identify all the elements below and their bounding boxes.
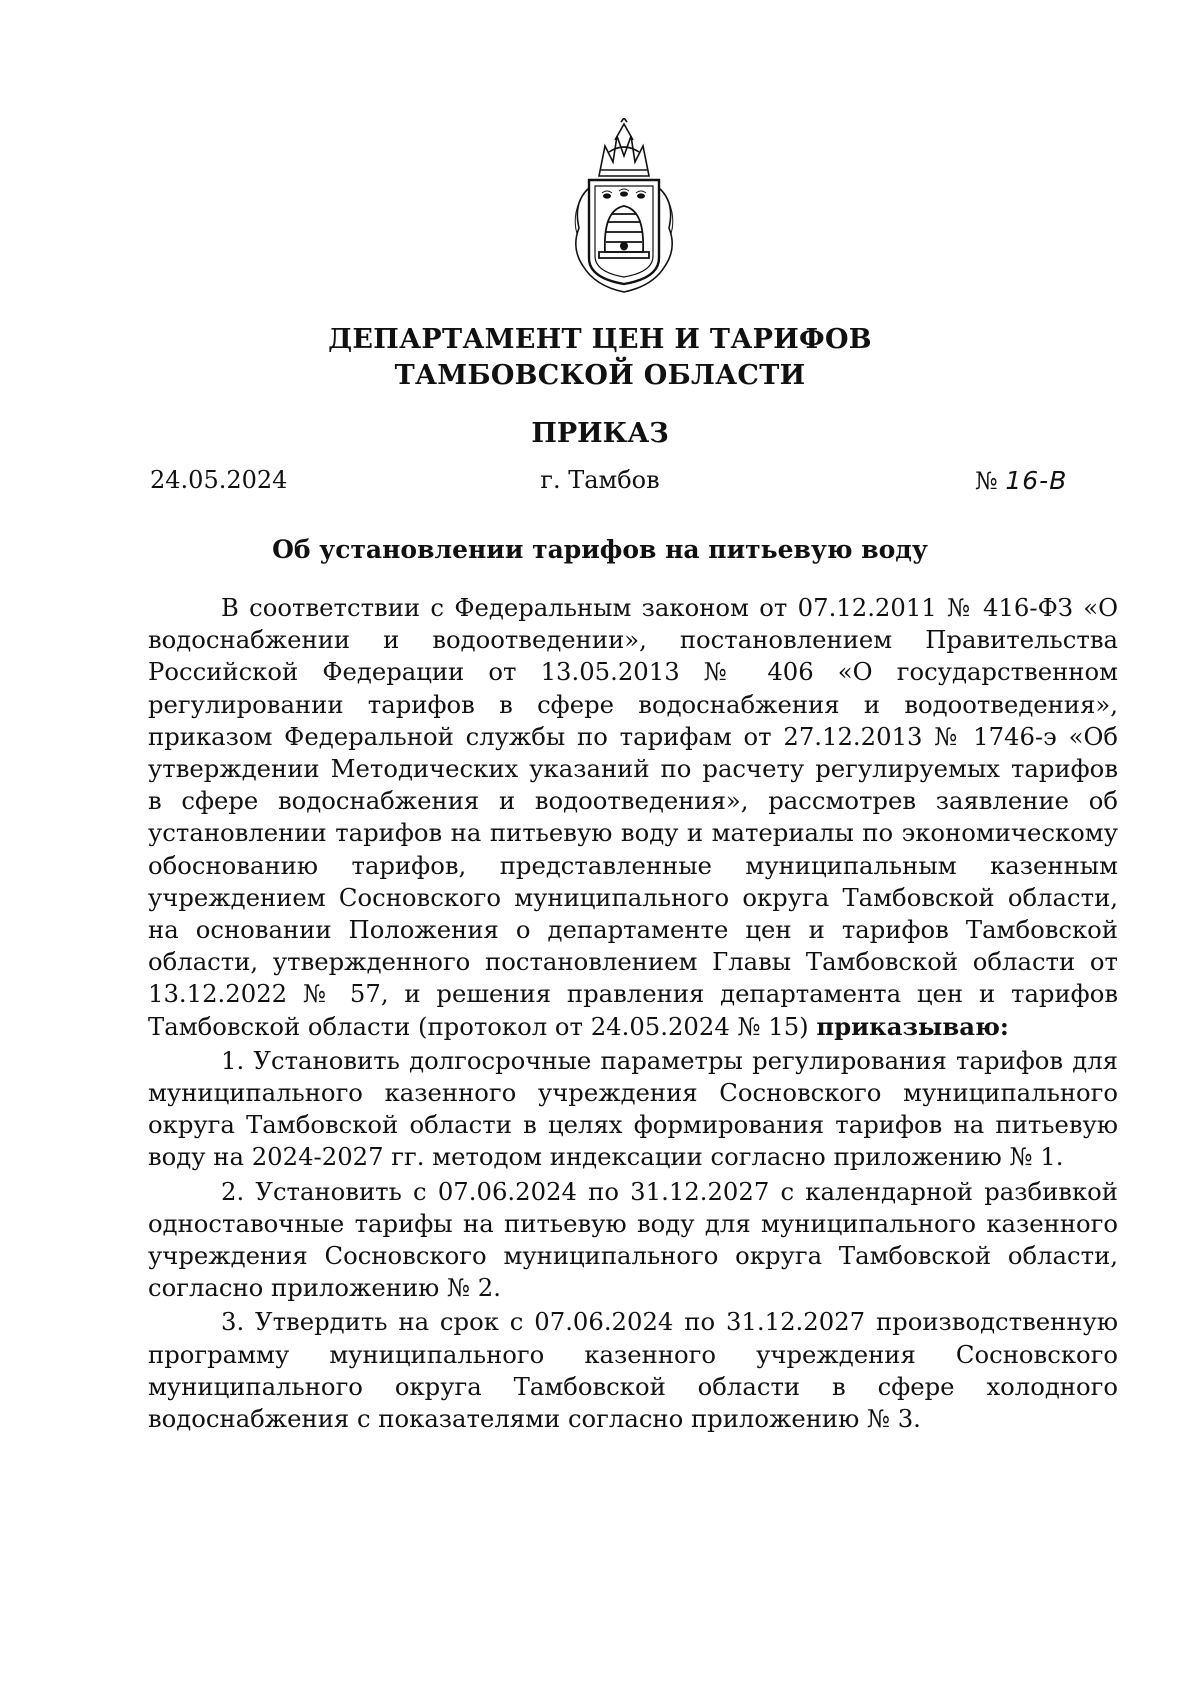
document-body: [148, 592, 1118, 1435]
organization-name: [0, 322, 1200, 394]
organization-name-line2: ТАМБОВСКОЙ ОБЛАСТИ: [394, 360, 806, 391]
number-sign: №: [975, 467, 998, 495]
preamble-paragraph: [148, 592, 1118, 1043]
document-number: [975, 466, 1067, 495]
order-item-1: 1. Установить долгосрочные параметры регулирования тарифов для муниципального казенного учреждения Сосновского муниципального округа Тамбовской области в целях формирования тарифов на питьевую воду на 2024-2027 гг. методом индексации согласно приложению № 1.: [148, 1045, 1118, 1172]
document-type: ПРИКАЗ: [531, 418, 669, 449]
document-date: 24.05.2024: [150, 466, 288, 494]
document-city: г. Тамбов: [540, 466, 660, 494]
document-subject: Об установлении тарифов на питьевую воду: [272, 535, 928, 564]
order-item-3: 3. Утвердить на срок с 07.06.2024 по 31.12.2027 производственную программу муниципального казенного учреждения Сосновского муниципального округа Тамбовской области в сфере холодного водоснабжения с показателями согласно приложению № 3.: [148, 1307, 1118, 1434]
order-item-2: 2. Установить с 07.06.2024 по 31.12.2027 с календарной разбивкой одноставочные тарифы на питьевую воду для муниципального казенного учреждения Сосновского муниципального округа Тамбовской области, согласно приложению № 2.: [148, 1176, 1118, 1303]
handwritten-number: 16-В: [1005, 466, 1068, 495]
organization-name-line1: ДЕПАРТАМЕНТ ЦЕН И ТАРИФОВ: [328, 324, 872, 355]
coat-of-arms-icon: [565, 118, 683, 298]
preamble-text: В соответствии с Федеральным законом от 07.12.2011 № 416-ФЗ «О водоснабжении и водоотведении», постановлением Правительства Российской Федерации от 13.05.2013 № 406 «О государственном регулировании тарифов в сфере водоснабжения и водоотведения», приказом Федеральной службы по тарифам от 27.12.2013 № 1746-э «Об утверждении Методических указаний по расчету регулируемых тарифов в сфере водоснабжения и водоотведения», рассмотрев заявление об установлении тарифов на питьевую воду и материалы по экономическому обоснованию тарифов, представленные муниципальным казенным учреждением Сосновского муниципального округа Тамбовской области, на основании Положения о департаменте цен и тарифов Тамбовской области, утвержденного постановлением Главы Тамбовской области от 13.12.2022 № 57, и решения правления департамента цен и тарифов Тамбовской области (протокол от 24.05.2024 № 15): [148, 593, 1118, 1041]
order-word: приказываю:: [816, 1011, 1009, 1041]
